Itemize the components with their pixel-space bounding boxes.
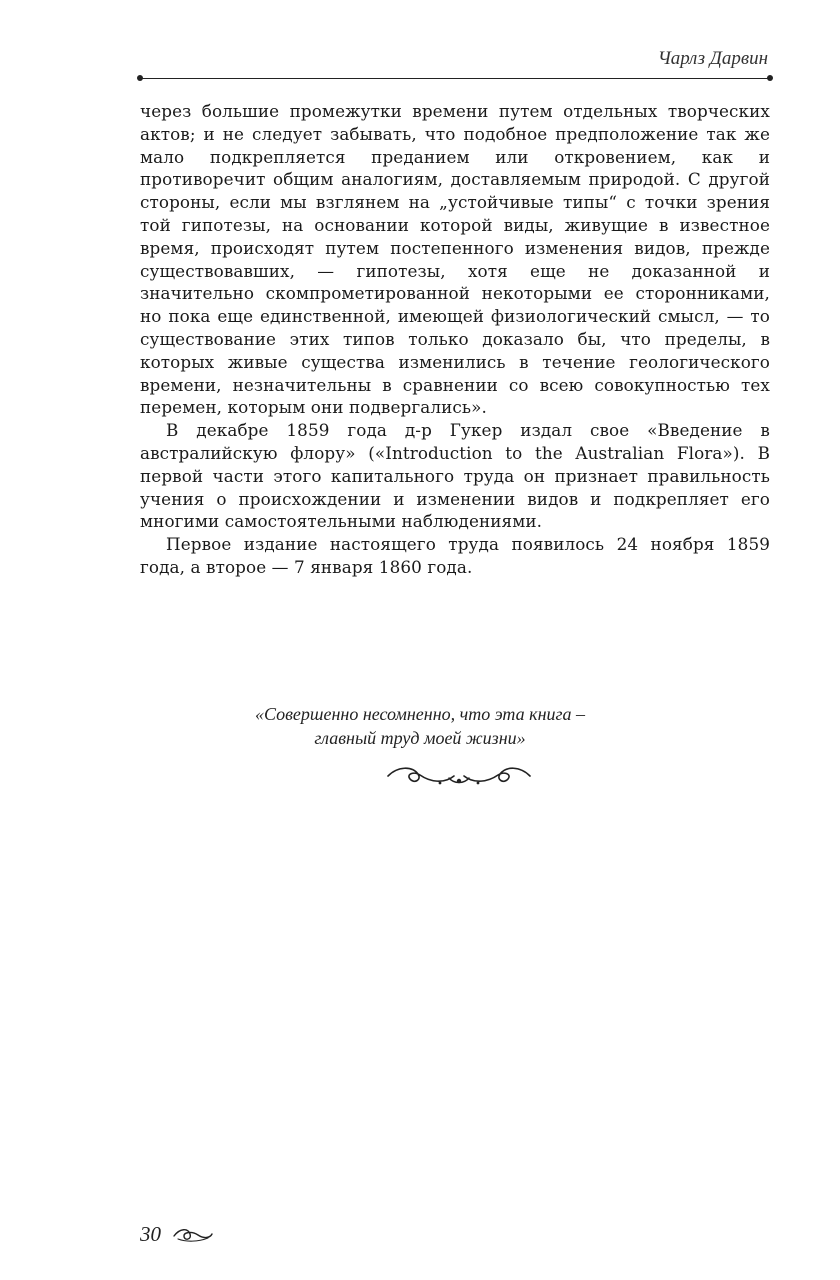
body-text — [140, 100, 770, 579]
paragraph-continued: через большие промежутки времени путем отдельных творческих актов; и не следует забывать, что подобное предположение так же мало подкрепляется преданием или откровением, как и противоречит общим аналогиям, доставляемым природой. С другой стороны, если мы взглянем на „устойчивые типы“ с точки зрения той гипотезы, на основании которой виды, живущие в известное время, происходят путем постепенного изменения видов, прежде существовавших, — гипотезы, хотя еще не доказанной и значительно скомпрометированной некоторыми ее сторонниками, но пока еще единственной, имеющей физиологический смысл, — то существование этих типов только доказало бы, что пределы, в которых живые существа изменились в течение геологического времени, незначительны в сравнении со всею совокупностью тех перемен, которым они подвергались». — [140, 101, 770, 418]
running-title: Чарлз Дарвин — [657, 48, 768, 69]
page-number-swash-icon — [172, 1226, 214, 1244]
flourish-ornament-icon — [384, 762, 534, 790]
quote-line-2: главный труд моей жизни» — [314, 728, 526, 748]
paragraph-editions: Первое издание настоящего труда появилось 24 ноября 1859 года, а второе — 7 января 1860 года. — [140, 534, 770, 577]
epigraph-quote — [0, 702, 840, 750]
header-rule-dot-right — [767, 75, 773, 81]
header-rule — [140, 78, 770, 79]
paragraph-hooker: В декабре 1859 года д-р Гукер издал свое «Введение в австралийскую флору» («Introduction to the Australian Flora»). В первой части этого капитального труда он признает правильность учения о происхождении и изменении видов и подкрепляет его многими самостоятельными наблюдениями. — [140, 420, 770, 532]
quote-line-1: «Совершенно несомненно, что эта книга – — [254, 704, 586, 724]
page-number: 30 — [140, 1222, 161, 1246]
header-rule-dot-left — [137, 75, 143, 81]
